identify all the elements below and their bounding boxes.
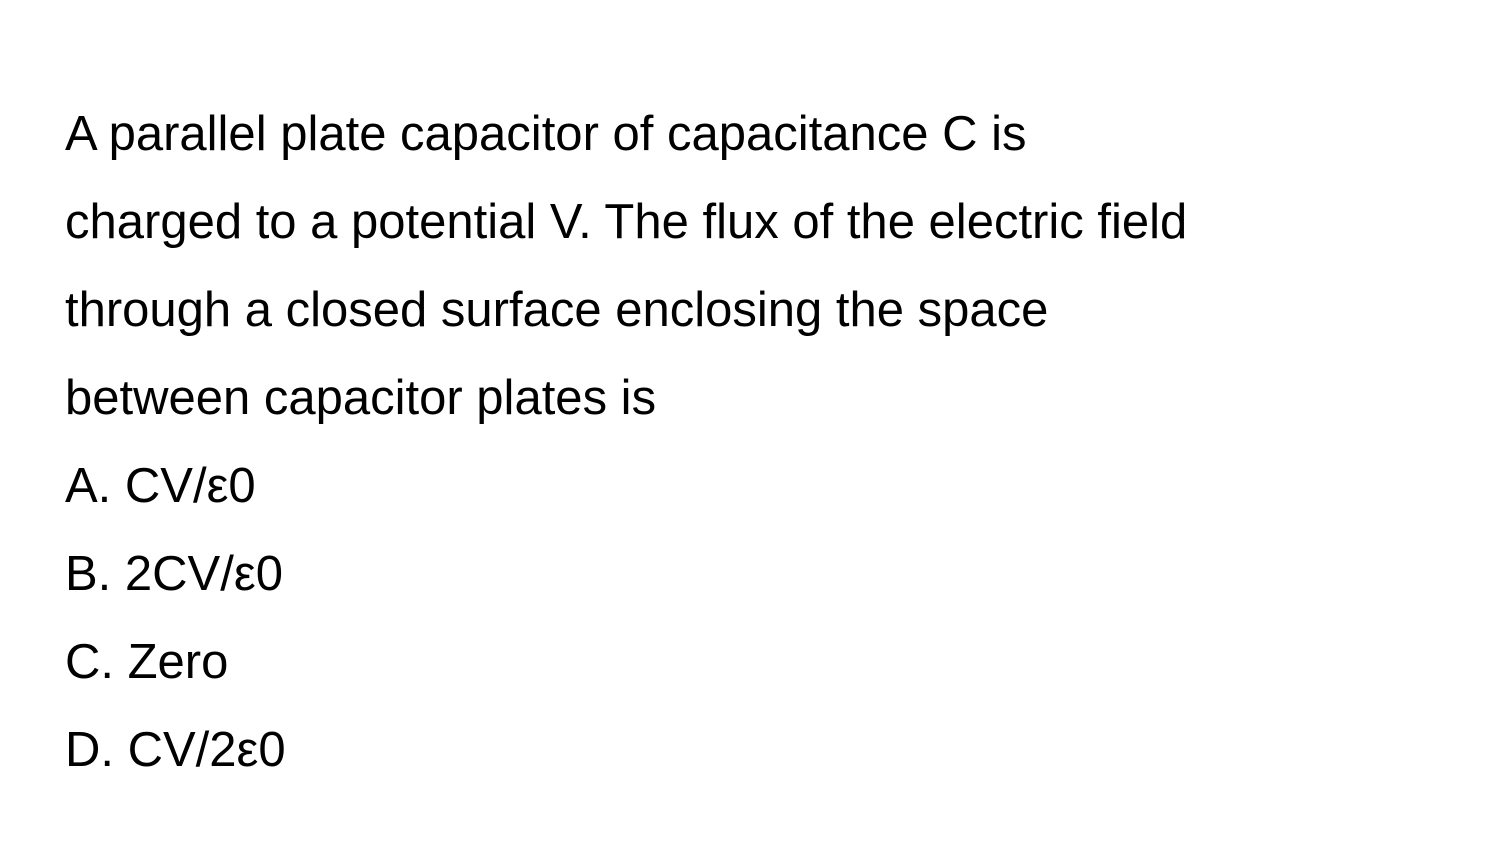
option-c: C. Zero xyxy=(65,635,229,689)
option-a: A. CV/ε0 xyxy=(65,459,256,513)
question-stem-line: A parallel plate capacitor of capacitance C is xyxy=(65,107,1027,161)
question-block xyxy=(65,90,1475,794)
question-stem-line: through a closed surface enclosing the space xyxy=(65,283,1049,337)
option-b: B. 2CV/ε0 xyxy=(65,547,283,601)
question-stem-line: between capacitor plates is xyxy=(65,371,657,425)
option-d: D. CV/2ε0 xyxy=(65,723,286,777)
question-stem-line: charged to a potential V. The flux of the electric field xyxy=(65,195,1188,249)
